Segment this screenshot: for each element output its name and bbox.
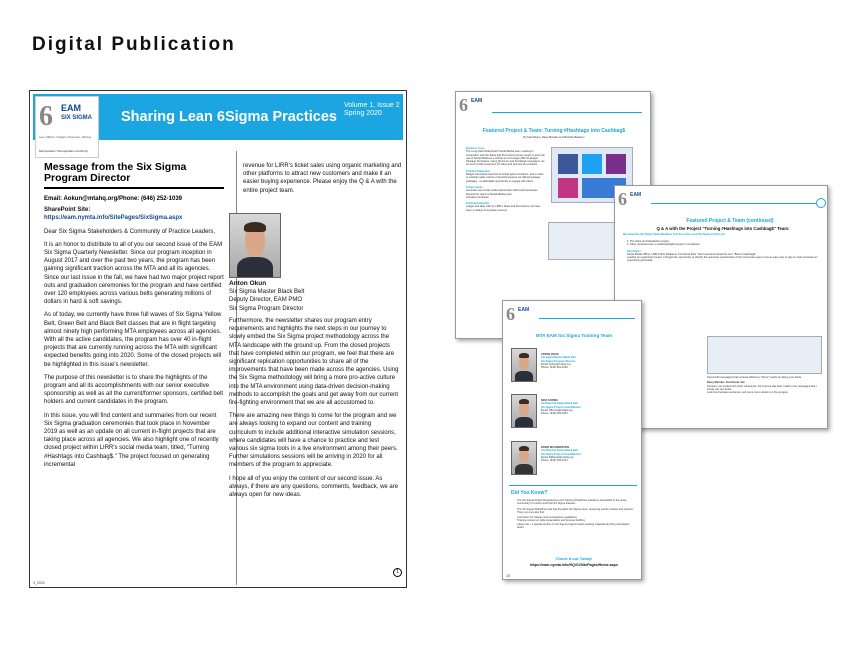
page-a-title: Featured Project & Team: Turning #Hashtags into Cashbag$ [482,128,626,134]
page-b-logo: 6 EAM [618,189,642,209]
paragraph-5: revenue for LIRR's ticket sales using organic marketing and other platforms to attract new customers and make it an easier buying experience. Please enjoy the Q & A with the entire project team. [243,163,402,194]
page-b-subtitle: Q & A with the Project "Turning #Hashtags into Cashbag$" Team: [656,226,790,231]
title-rule [44,187,224,189]
season-label: Spring 2020 [344,110,382,117]
page-a-left-text: Business Case The Long Island Rail Road's Social Media team, working in conjunction with the Sales and Promotions Group sought to grow the use of Social Media as a vehicle to encourage LIRR Getaways Package Purchases. Using @mta Go and Socialweb campaigns, we set out to build excitement for riders and promote the products. Problem Statement Budget constraints have led to limited paid promotions, and in order to maintain sales volume of local businesses we offered getaway packages - an affordable opportunity to engage with riders. Project Goals Generate new social media partnerships with local businesses Expand the reach of Social Media posts Increase purchases Estimated Benefits Ledger and daily calls by LIRR's Sales and Promotions, we have been a catalyst to increase revenue [466,147,545,212]
page-b-question: We asked the Six Sigma Team Members how they have used Six Sigma in their job: [623,233,726,236]
newsletter-page [29,90,407,588]
page-b-circle [816,198,826,208]
member-photo-1 [511,348,537,382]
qa-continued-page [614,185,828,429]
left-column [44,162,224,474]
member-photo-2 [511,394,537,428]
footer-code: 3_2020 [33,581,45,585]
member-photo-3 [511,441,537,475]
eam-six-sigma-logo: 6 EAM SIX SIGMA Lean • Efficient • Intelligent • Responsive • Effective Metropolitan Transportation Authority [35,96,99,158]
page-c-number: 15 [506,574,510,578]
right-column [229,317,399,504]
member-2: NICK KORMA Certified Six Sigma Black Belt Six Sigma Project Coach/Mentor Email: NKorma@mtahq.org Phone: (646) 252-1632 [541,399,581,416]
paragraph-2: As of today, we currently have three full waves of Six Sigma Yellow Belt, Green Belt and Black Belt classes that are in flight targeting almost ninety high performing MTA employees across all agencies. With all the active candidates, the program has over 40 in-flight projects that are currently running across the MTA with significant expected benefits going into 2020. Some of the closed projects will be highlighted in this issue's newsletter. [44,312,222,368]
banner-title: Sharing Lean 6Sigma Practices [121,109,337,125]
sharepoint-link[interactable]: https://eam.nymta.info/SitePages/SixSigma.aspx [44,215,183,222]
member-3: DORIS MAURERSTEIN Certified Six Sigma Black Belt Six Sigma Project Coach/Mentor Email: DMaurer@mtahq.org Phone: (646) 252-1070 [541,446,581,463]
page-c-title: MTA EAM Six Sigma Training Team [535,333,613,338]
director-title-3: Six Sigma Program Director [229,305,304,312]
paragraph-4: In this issue, you will find content and summaries from our recent Six Sigma graduation ceremonies that took place in November 2019 as well as an update on all current in-flight projects that are taking place across all agencies. We also highlight one of recently closed project within LIRR's social media team, titled, "Turning #Hashtags into Cashbag$." The project focused on generating incremental [44,412,219,468]
director-signature [229,280,399,313]
paragraph-1: It is an honor to distribute to all of you our second issue of the EAM Six Sigma Quarterly Newsletter. Since our program inception in August 2017 and over the past two years, the program has been gaining significant traction across the MTA and all its agencies. Since our last issue in the fall, we have had two major project report outs and graduation ceremonies for the program and have certified over 120 employees across various belts generating millions of dollars in hard & soft savings. [44,241,224,306]
page-c-divider [509,485,637,486]
sharepoint-label: SharePoint Site: [44,207,91,214]
right-column-top [243,162,403,200]
member-1: ANTON OKUN Six Sigma Master Black Belt, Six Sigma Program Director Email: Aokun@mtahq.org Phone: (646) 252-1039 [541,353,577,370]
page-b-items: 1. The Voice and Satisfaction project 2. Other processes like a marketing/digital project in completion Kara Myers Social Media Officer, LIRR Public Relations; Functional Role: Team lead and owned the term "Bad to Cashbag$" Leading an organized process, I thought the opportunity to identify the outcomes opportunities of the consumers seem to be an easy way to stay on track and keep an opportunity generated. [627,240,818,263]
page-a-logo: 6 EAM [459,95,483,115]
page-c-rule [539,318,635,319]
page-c-logo: 6 EAM [506,304,530,324]
page-b-right-text: Successful campaigns that increase efficiency "Show" results by taking your foods. Daisy Morales, Functional role: Opinions: we worked with other companies, the improve has been made in the campaigns that I simply can see better. Look into business outcomes, and some more solution on the program. [707,376,817,395]
issue-info [344,102,400,118]
paragraph-6: Furthermore, the newsletter shares our program entry requirements and highlights the next steps in our journey to slowly embed the Six Sigma project methodology across the MTA landscape with the ground up. From the closed projects that have completed within our program, we feel that there are significant replication opportunities to share all of the improvements that have been made across the agencies. Using the Six Sigma methodology will bring a more pro-active culture into the MTA environment using data-driven decision-making methods to accomplish the goals and get away from our current fire-fighting environment that we are all accustomed to. [229,318,399,407]
did-you-know-text: The Six Sigma Project Development and Training SharePoint website is accessible to the entire community of Current and Past Six Sigma trainees. The Six Sigma SharePoint site has the latest Six Sigma news, upcoming events' notices and pictures. There you can also find: Curriculum for classes and course/lesson guidelines Training content on slide presentation and process building Close-outs - a special section on Six Sigma projects teams working materials and the presentation decks [517,499,634,530]
page-b-chart [707,336,822,374]
paragraph-3: The purpose of this newsletter is to share the highlights of the program and all its accomplishments with our senior executive sponsorship as well as all the current/former sponsors, certified belt holders and current candidates in the program. [44,374,224,406]
check-it-out: Check it out Today! [555,556,593,561]
page-b-rule [651,203,816,204]
contact-line: Email: Aokun@mtahq.org/Phone: (646) 252-1039 [44,196,182,202]
page-b-title: Featured Project & Team (continued) [686,218,774,224]
page-a-rule [492,112,642,113]
volume-label: Volume 1, Issue 2 [344,102,400,109]
sharepoint-home-link[interactable]: https://eam.nymta.info/HQ/CI/SitePages/Home.aspx [530,563,618,567]
page-heading: Digital Publication [32,34,236,55]
message-title: Message from the Six Sigma Program Director [44,161,187,184]
training-team-page [502,300,642,580]
director-name: Anton Okun [229,280,267,287]
director-title-2: Deputy Director, EAM PMO [229,297,303,304]
director-photo [229,213,281,278]
director-title-1: Six Sigma Master Black Belt [229,289,305,296]
did-you-know-heading: Did You Know? [511,490,548,496]
page-number: 1 [393,568,402,577]
paragraph-8: I hope all of you enjoy the content of our second issue. As always, if there are any questions, comments, feedback, we are always open for new ideas. [229,475,399,499]
page-a-byline: By Kara Myers, Daisy Morales and Michelle Basberry [523,136,585,139]
paragraph-7: There are amazing new things to come for the program and we are always looking to expand our content and training curriculum to include additional interactive simulation sessions, where candidates will have a chance to practice and test various six sigma tools in a live environment among their peers. Further simulations sessions will be arriving in 2020 for all members of the program to appreciate. [229,413,398,469]
salutation: Dear Six Sigma Stakeholders & Community of Practice Leaders, [44,228,216,235]
